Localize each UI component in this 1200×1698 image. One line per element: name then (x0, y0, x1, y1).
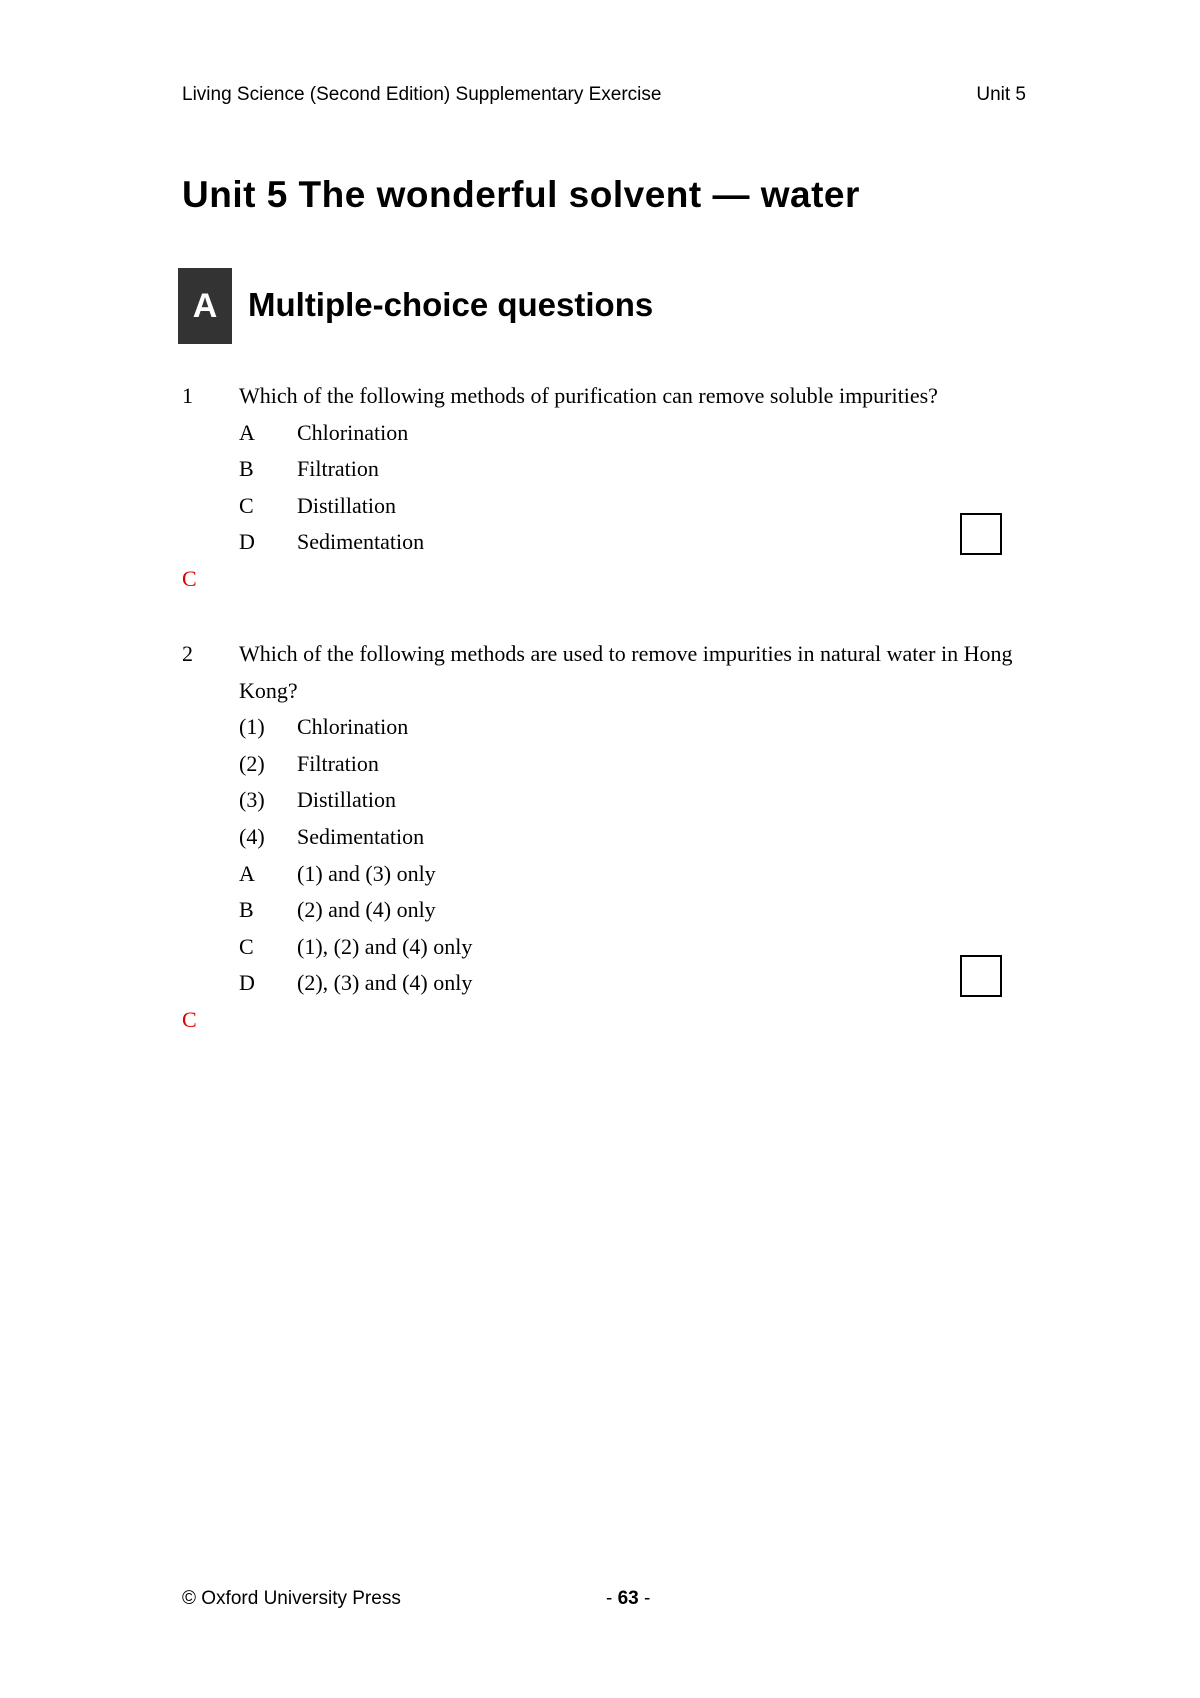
option-d (182, 965, 1022, 1002)
option-label: C (239, 492, 254, 518)
header-unit-label: Unit 5 (976, 84, 1026, 105)
page-number: 63 (617, 1588, 639, 1609)
option-text: (2) and (4) only (297, 897, 436, 923)
statement-label: (1) (239, 714, 265, 740)
option-a (182, 415, 1022, 452)
option-label: A (239, 419, 255, 445)
option-a (182, 856, 1022, 893)
option-c (182, 929, 1022, 966)
footer-publisher: © Oxford University Press (182, 1588, 401, 1609)
page-title: Unit 5 The wonderful solvent — water (182, 174, 860, 215)
option-label: A (239, 860, 255, 886)
option-label: C (239, 933, 254, 959)
section-letter-badge: A (178, 268, 232, 344)
question-text: Which of the following methods of purification can remove soluble impurities? (239, 383, 938, 408)
question-2-stem (182, 636, 1022, 709)
option-label: B (239, 456, 254, 482)
statement-1 (182, 709, 1022, 746)
section-title: Multiple-choice questions (248, 286, 654, 323)
option-text: (1), (2) and (4) only (297, 933, 473, 959)
option-b (182, 451, 1022, 488)
option-text: Sedimentation (297, 529, 425, 555)
statement-text: Chlorination (297, 714, 409, 740)
statement-label: (4) (239, 823, 265, 849)
option-label: D (239, 529, 255, 555)
statement-2 (182, 746, 1022, 783)
page-prefix: - (606, 1588, 618, 1609)
statement-text: Sedimentation (297, 823, 425, 849)
question-2 (182, 636, 1022, 1039)
option-c (182, 488, 1022, 525)
statement-4 (182, 819, 1022, 856)
option-text: Chlorination (297, 419, 409, 445)
statement-text: Distillation (297, 787, 396, 813)
page-suffix: - (638, 1588, 651, 1609)
answer-key: C (182, 1006, 197, 1032)
question-1 (182, 378, 1022, 598)
statement-text: Filtration (297, 750, 379, 776)
question-number: 1 (182, 383, 193, 408)
statement-3 (182, 782, 1022, 819)
option-d (182, 524, 1022, 561)
answer-box-2[interactable] (960, 955, 1002, 997)
footer-page-number (606, 1588, 650, 1610)
option-text: (2), (3) and (4) only (297, 970, 473, 996)
question-text: Which of the following methods are used to remove impurities in natural water in Hong Kong? (239, 641, 1013, 703)
option-text: (1) and (3) only (297, 860, 436, 886)
question-1-stem (182, 378, 1022, 415)
answer-key: C (182, 565, 197, 591)
statement-label: (3) (239, 787, 265, 813)
answer-box-1[interactable] (960, 513, 1002, 555)
option-text: Filtration (297, 456, 379, 482)
option-text: Distillation (297, 492, 396, 518)
option-label: B (239, 897, 254, 923)
statement-label: (2) (239, 750, 265, 776)
header-book-title: Living Science (Second Edition) Supplementary Exercise (182, 84, 662, 105)
question-number: 2 (182, 641, 193, 666)
option-b (182, 892, 1022, 929)
option-label: D (239, 970, 255, 996)
